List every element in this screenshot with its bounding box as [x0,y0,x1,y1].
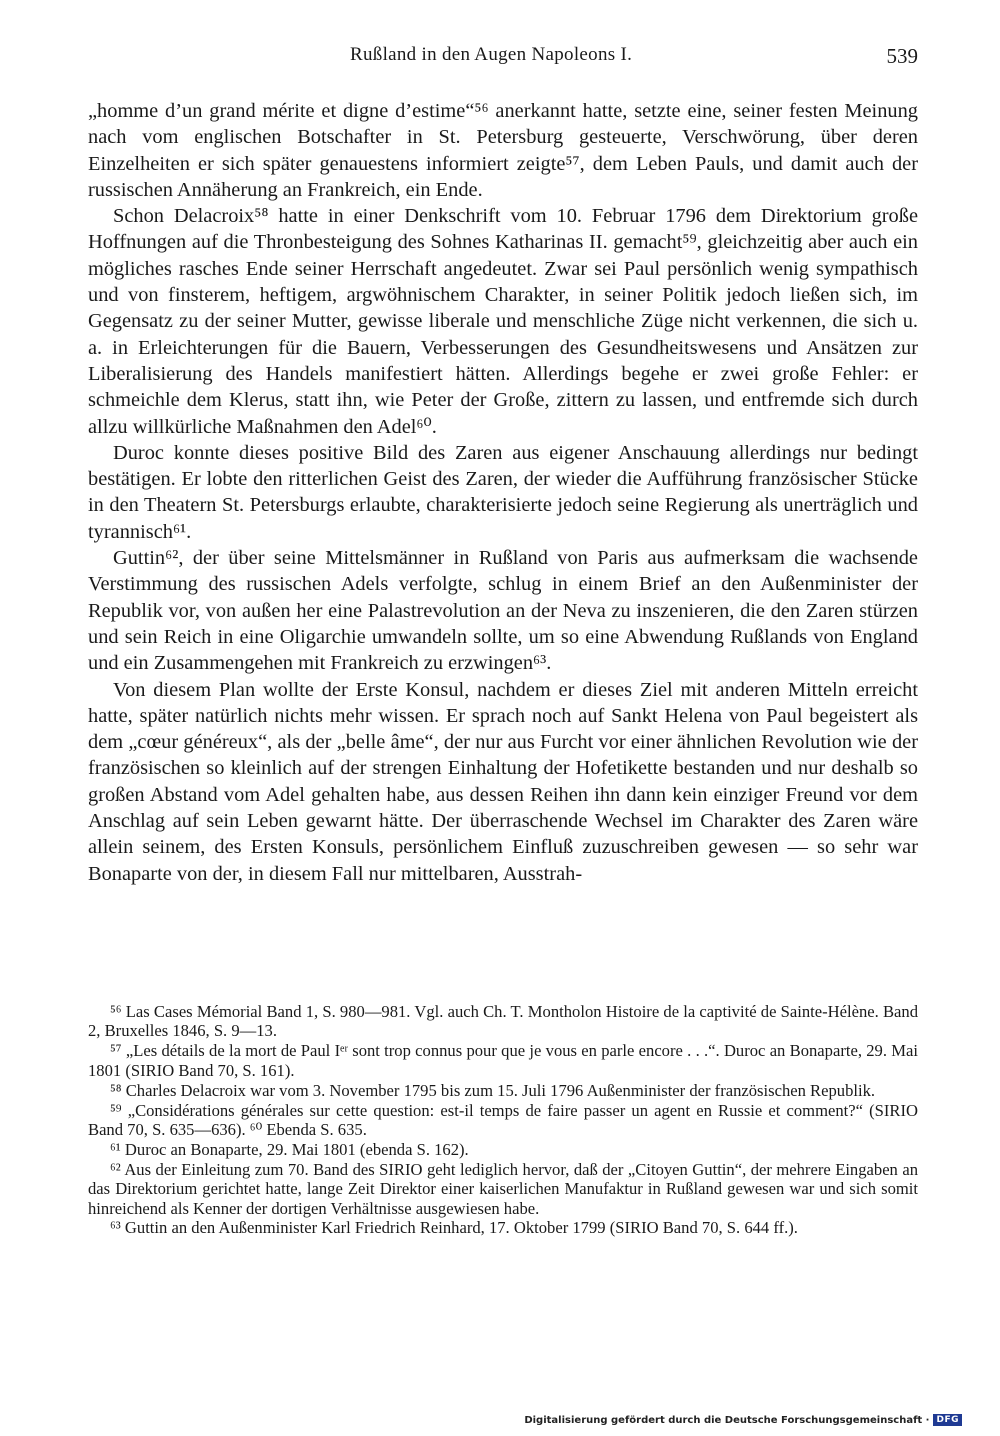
footnote: ⁶³ Guttin an den Außenminister Karl Friedrich Reinhard, 17. Oktober 1799 (SIRIO Band 70, S. 644 ff.). [110,1218,798,1238]
paragraph: Duroc konnte dieses positive Bild des Zaren aus eigener Anschauung allerdings nur bedingt bestätigen. Er lobte den ritterlichen Geist des Zaren, der wieder die Aufführung französischer Stücke in den Theatern St. Petersburgs erlaubte, charakterisierte jedoch seine Regierung als unerträglich und tyrannisch⁶¹. [88,441,918,543]
footnote: ⁶² Aus der Einleitung zum 70. Band des SIRIO geht lediglich hervor, daß der „Citoyen Guttin“, der mehrere Eingaben an das Direktorium gerichtet hatte, lange Zeit Direktor einer kaiserlichen Manufaktur in Rußland gewesen war und sich somit hinreichend als Kenner der dortigen Verhältnisse ausgewiesen habe. [88,1159,918,1218]
paragraph: Schon Delacroix⁵⁸ hatte in einer Denkschrift vom 10. Februar 1796 dem Direktorium große Hoffnungen auf die Thronbesteigung des Sohnes Katharinas II. gemacht⁵⁹, gleichzeitig aber auch ein mögliches rasches Ende seiner Herrschaft angedeutet. Zwar sei Paul persönlich wenig sympathisch und von finsterem, heftigem, argwöhnischem Charakter, in seiner Politik jedoch ließen sich, im Gegensatz zu der seiner Mutter, gewisse liberale und menschliche Züge nicht verkennen, die sich u. a. in Erleichterungen für die Bauern, Verbesserungen des Gesundheitswesens und Ansätzen zur Liberalisierung des Handels manifestiert hätten. Allerdings begehe er zwei große Fehler: er schmeichle dem Klerus, statt ihn, wie Peter der Große, zittern zu lassen, und entfremde sich durch allzu willkürliche Maßnahmen den Adel⁶⁰. [88,205,918,438]
running-header [88,44,918,74]
footnote: ⁵⁹ „Considérations générales sur cette question: est-il temps de faire passer un agent en Russie et comment?“ (SIRIO Band 70, S. 635—636). ⁶⁰ Ebenda S. 635. [88,1100,918,1139]
footnote: ⁵⁸ Charles Delacroix war vom 3. November 1795 bis zum 15. Juli 1796 Außenminister der französischen Republik. [110,1080,876,1100]
footnote: ⁵⁷ „Les détails de la mort de Paul Iᵉʳ sont trop connus pour que je vous en parle encore . . .“. Duroc an Bonaparte, 29. Mai 1801 (SIRIO Band 70, S. 161). [88,1041,918,1080]
running-title: Rußland in den Augen Napoleons I. [350,44,633,65]
paragraph: Von diesem Plan wollte der Erste Konsul, nachdem er dieses Ziel mit anderen Mitteln erreicht hatte, später natürlich nichts mehr wissen. Er sprach noch auf Sankt Helena von Paul begeistert als dem „cœur généreux“, als der „belle âme“, der nur aus Furcht vor einer ähnlichen Revolution wie der französischen so kleinlich auf der strengen Einhaltung der Hofetikette bestanden und nur deshalb so großen Abstand vom Adel gehalten habe, aus dessen Reihen ihn dann kein einziger Freund vor dem Anschlag auf sein Leben gewarnt hätte. Der überraschende Wechsel im Charakter des Zaren wäre allein seinem, des Ersten Konsuls, persönlichem Einfluß zuzuschreiben gewesen — so sehr war Bonaparte von der, in diesem Fall nur mittelbaren, Ausstrah- [88,678,918,885]
dfg-logo: DFG [933,1414,962,1426]
paragraph: „homme d’un grand mérite et digne d’estime“⁵⁶ anerkannt hatte, setzte eine, seiner festen Meinung nach vom englischen Botschafter in St. Petersburg gesteuerte, Verschwörung, über deren Einzelheiten er sich später genauestens informiert zeigte⁵⁷, dem Leben Pauls, und damit auch der russischen Annäherung an Frankreich, ein Ende. [88,100,918,201]
body-text [88,98,918,887]
credit-text: Digitalisierung gefördert durch die Deutsche Forschungsgemeinschaft · [524,1414,930,1426]
footnote: ⁶¹ Duroc an Bonaparte, 29. Mai 1801 (ebenda S. 162). [110,1139,469,1159]
digitization-credit [524,1414,962,1426]
paragraph: Guttin⁶², der über seine Mittelsmänner in Rußland von Paris aus aufmerksam die wachsende Verstimmung des russischen Adels verfolgte, schlug in einem Brief an den Außenminister der Republik vor, von außen her eine Palastrevolution an der Neva zu inszenieren, die den Zaren stürzen und sein Reich in eine Oligarchie umwandeln sollte, um so eine Abwendung Rußlands von England und ein Zusammengehen mit Frankreich zu erzwingen⁶³. [88,547,918,675]
footnotes [88,1002,918,1238]
footnote: ⁵⁶ Las Cases Mémorial Band 1, S. 980—981. Vgl. auch Ch. T. Montholon Histoire de la captivité de Sainte-Hélène. Band 2, Bruxelles 1846, S. 9—13. [88,1002,918,1041]
page-number: 539 [886,44,918,68]
